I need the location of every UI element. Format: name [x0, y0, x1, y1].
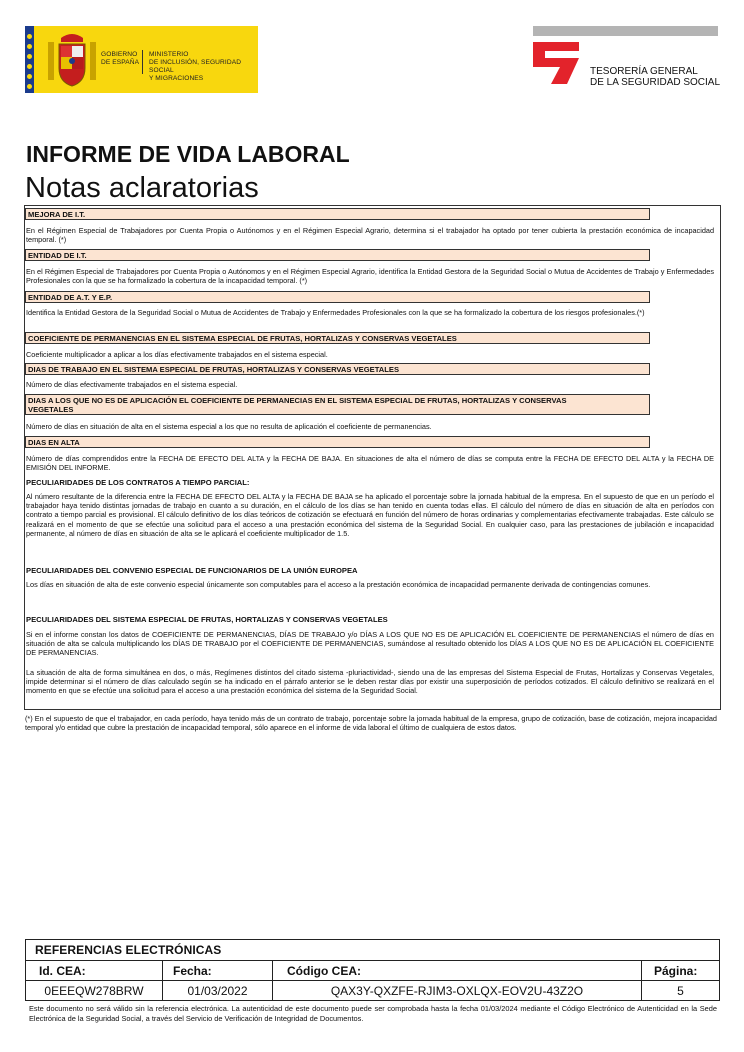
section-heading: MEJORA DE I.T. — [25, 208, 650, 220]
codigo-cea-header: Código CEA: — [287, 964, 361, 978]
gobierno-text: GOBIERNO DE ESPAÑA — [101, 51, 140, 66]
references-title: REFERENCIAS ELECTRÓNICAS — [35, 943, 222, 957]
section-heading: DIAS DE TRABAJO EN EL SISTEMA ESPECIAL DE FRUTAS, HORTALIZAS Y CONSERVAS VEGETALES — [25, 363, 650, 375]
section-text: Número de días efectivamente trabajados en el sistema especial. — [26, 380, 238, 389]
eu-flag-strip — [25, 26, 34, 93]
section-text: Si en el informe constan los datos de COEFICIENTE DE PERMANENCIAS, DÍAS DE TRABAJO y/o DÍAS A LOS QUE NO ES DE APLICACIÓN EL COEFICIENTE DE PERMANENCIAS el número de días en situación de alta se calcula multiplicando los DÍAS DE TRABAJO por el COEFICIENTE DE PERMANENCIAS, sumándose al resultado obtenido los DÍAS A LOS QUE NO ES DE APLICACIÓN EL COEFICIENTE DE PERMANENCIAS. — [26, 630, 714, 658]
id-cea-header: Id. CEA: — [39, 964, 86, 978]
subsection-heading: PECULIARIDADES DEL SISTEMA ESPECIAL DE FRUTAS, HORTALIZAS Y CONSERVAS VEGETALES — [26, 615, 388, 624]
section-heading: DIAS A LOS QUE NO ES DE APLICACIÓN EL COEFICIENTE DE PERMANECIAS EN EL SISTEMA ESPECIAL DE FRUTAS, HORTALIZAS Y CONSERVAS VEGETALES — [25, 394, 650, 415]
section-text: En el Régimen Especial de Trabajadores por Cuenta Propia o Autónomos y en el Régimen Especial Agrario, identifica la Entidad Gestora de la Seguridad Social o Mutua de Accidentes de Trabajo y Enfermedades Profesionales con la que se ha formalizado la cobertura de la incapacidad temporal. (*) — [26, 267, 714, 286]
section-text: Número de días comprendidos entre la FECHA DE EFECTO DEL ALTA y la FECHA DE BAJA. En situaciones de alta el número de días se computa entre la FECHA DE EFECTO DEL ALTA y la FECHA DE EMISIÓN DEL INFORME. — [26, 454, 714, 473]
ministerio-text: MINISTERIO DE INCLUSIÓN, SEGURIDAD SOCIAL Y MIGRACIONES — [149, 51, 242, 82]
pagina-header: Página: — [654, 964, 698, 978]
electronic-references-table — [25, 939, 720, 1001]
section-text: En el Régimen Especial de Trabajadores por Cuenta Propia o Autónomos y en el Régimen Especial Agrario, determina si el trabajador ha optado por tener cubierta la prestación económica de incapacidad temporal. (*) — [26, 226, 714, 245]
coat-of-arms-icon — [47, 32, 97, 88]
section-text: Al número resultante de la diferencia entre la FECHA DE EFECTO DEL ALTA y la FECHA DE BAJA se ha aplicado el porcentaje sobre la jornada habitual de la empresa. En el supuesto de que en un período el trabajador haya tenido distintas jornadas de trabajo en cuanto a su duración, en el cálculo de los días se han tenido en cuenta todas ellas. El cálculo del número de días en situación de alta en períodos con contrato a tiempo parcial es provisional. El cálculo definitivo de los días teóricos de cotización se efectuará en función del número de horas ordinarias y complementarias efectivamente trabajadas. Este cálculo se realizará en el momento de que se efectúe una solicitud para el acceso a una prestación económica del sistema de la Seguridad Social. En cualquier caso, para las prestaciones de jubilación e incapacidad permanente, al número de días en situación de alta se le aplicará el coeficiente multiplicador de 1.5. — [26, 492, 714, 538]
tgss-grey-bar — [533, 26, 718, 36]
id-cea-value: 0EEEQW278BRW — [44, 984, 144, 998]
subsection-heading: PECULIARIDADES DE LOS CONTRATOS A TIEMPO PARCIAL: — [26, 478, 250, 487]
section-text: Identifica la Entidad Gestora de la Seguridad Social o Mutua de Accidentes de Trabajo y Enfermedades Profesionales con la que se ha formalizado la cobertura de los riesgos profesionales.(*) — [26, 308, 645, 317]
section-heading: COEFICIENTE DE PERMANENCIAS EN EL SISTEMA ESPECIAL DE FRUTAS, HORTALIZAS Y CONSERVAS VEGETALES — [25, 332, 650, 344]
gobierno-logo — [25, 26, 258, 93]
document-title: INFORME DE VIDA LABORAL — [26, 141, 350, 167]
tgss-logo-icon — [533, 42, 579, 84]
section-heading: ENTIDAD DE A.T. Y E.P. — [25, 291, 650, 303]
section-heading: DIAS EN ALTA — [25, 436, 650, 448]
section-text: La situación de alta de forma simultánea en dos, o más, Regímenes distintos del citado sistema -pluriactividad-, siendo una de las empresas del Sistema Especial de Frutas, Hortalizas y Conservas Vegetales, impide determinar si el número de días calculado según se ha indicado en el párrafo anterior se le deben restar días por existir una superposición de períodos cotizados. El cálculo definitivo se realizará en el momento en que se efectúe una solicitud para el acceso a una prestación económica del sistema de la Seguridad Social. — [26, 668, 714, 696]
pagina-value: 5 — [677, 984, 684, 998]
section-text: Número de días en situación de alta en el sistema especial a los que no resulta de aplicación el coeficiente de permanencias. — [26, 422, 432, 431]
section-text: Coeficiente multiplicador a aplicar a los días efectivamente trabajados en el sistema especial. — [26, 350, 328, 359]
fecha-value: 01/03/2022 — [187, 984, 248, 998]
subsection-heading: PECULIARIDADES DEL CONVENIO ESPECIAL DE FUNCIONARIOS DE LA UNIÓN EUROPEA — [26, 566, 358, 575]
tgss-text: TESORERÍA GENERAL DE LA SEGURIDAD SOCIAL — [590, 66, 721, 88]
codigo-cea-value: QAX3Y-QXZFE-RJIM3-OXLQX-EOV2U-43Z2O — [330, 984, 584, 998]
fecha-header: Fecha: — [173, 964, 212, 978]
section-text: Los días en situación de alta de este convenio especial únicamente son computables para el acceso a la prestación económica de incapacidad permanente derivada de contingencias comunes. — [26, 580, 651, 589]
disclaimer: Este documento no será válido sin la referencia electrónica. La autenticidad de este documento puede ser comprobada hasta la fecha 01/03/2024 mediante el Código Electrónico de Autenticidad en la Sede Electrónica de la Seguridad Social, a través del Servicio de Verificación de Integridad de Documentos. — [29, 1004, 717, 1023]
footnote: (*) En el supuesto de que el trabajador, en cada período, haya tenido más de un contrato de trabajo, porcentaje sobre la jornada habitual de la empresa, grupo de cotización, base de cotización, mejora incapacidad temporal y/o entidad que cubre la prestación de incapacidad temporal, sólo aparece en el informe de vida laboral el último de cualquiera de estos datos. — [25, 714, 717, 733]
section-heading: ENTIDAD DE I.T. — [25, 249, 650, 261]
document-subtitle: Notas aclaratorias — [25, 172, 259, 204]
